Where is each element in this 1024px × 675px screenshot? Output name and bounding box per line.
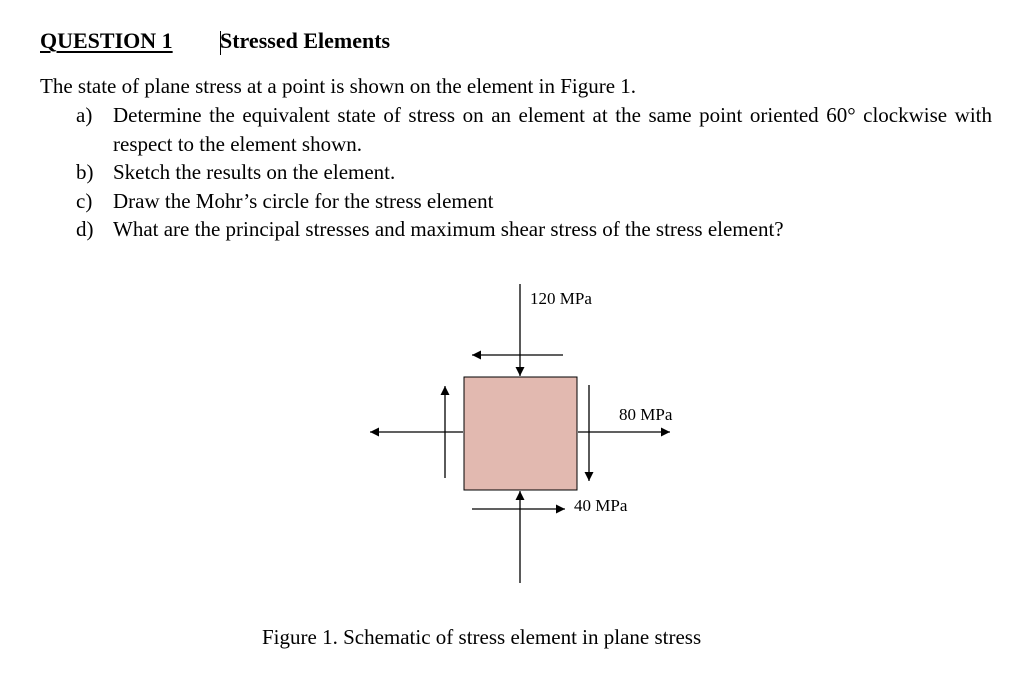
part-c-text: Draw the Mohr’s circle for the stress element: [113, 188, 494, 213]
part-d-marker: d): [76, 217, 94, 241]
part-d: [76, 215, 992, 244]
part-b-text: Sketch the results on the element.: [113, 160, 396, 184]
question-parts: [76, 101, 992, 244]
part-d-text: What are the principal stresses and maximum shear stress of the stress element?: [113, 217, 784, 241]
normal-y-label: 120 MPa: [530, 289, 592, 308]
question-number: QUESTION 1: [40, 28, 173, 53]
problem-statement: The state of plane stress at a point is shown on the element in Figure 1.: [40, 74, 637, 98]
part-b-marker: b): [76, 160, 94, 184]
part-b: [76, 158, 992, 187]
stress-element-square: [464, 377, 577, 490]
question-heading: [40, 28, 391, 54]
part-a-marker: a): [76, 103, 93, 127]
normal-x-label: 80 MPa: [619, 405, 673, 424]
stress-element-figure: [0, 270, 1024, 620]
part-c-marker: c): [76, 188, 93, 213]
question-title: Stressed Elements: [220, 28, 391, 53]
part-a-text: Determine the equivalent state of stress on an element at the same point oriented 60° clockwise with respect to the element shown.: [113, 103, 992, 156]
part-a: [76, 101, 992, 158]
part-c: [76, 187, 992, 216]
figure-caption: Figure 1. Schematic of stress element in plane stress: [262, 625, 702, 649]
shear-label: 40 MPa: [574, 496, 628, 515]
